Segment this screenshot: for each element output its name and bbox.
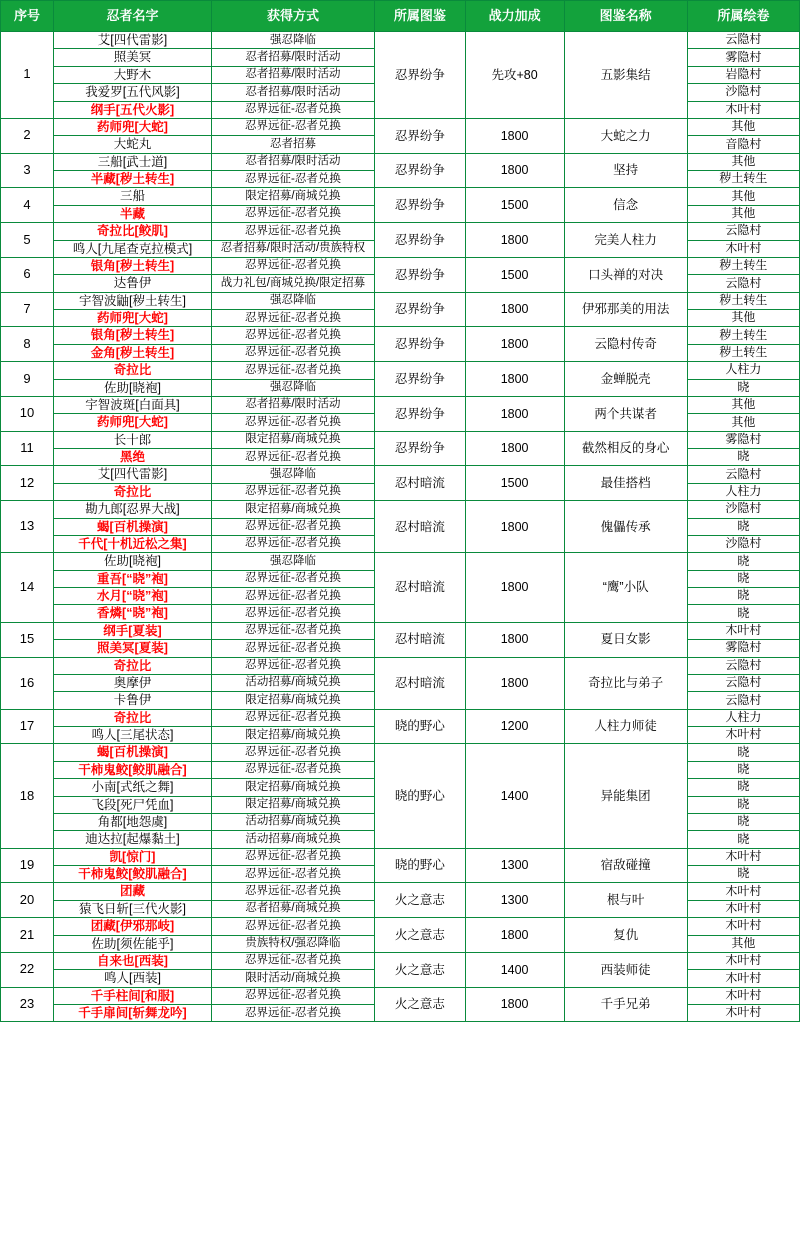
- table-row: [1, 362, 800, 379]
- ninja-name: 宇智波鼬[秽土转生]: [53, 292, 211, 309]
- scroll-name: 云隐村: [687, 223, 799, 240]
- row-index: 7: [1, 292, 54, 327]
- ninja-name: 团藏[伊邪那岐]: [53, 918, 211, 935]
- obtain-method: 忍界远征-忍者兑换: [211, 709, 374, 726]
- obtain-method: 强忍降临: [211, 466, 374, 483]
- header-power-bonus: 战力加成: [465, 1, 564, 32]
- ninja-name: 银角[秽土转生]: [53, 257, 211, 274]
- codex-category: 忍村暗流: [374, 501, 465, 553]
- obtain-method: 贵族特权/强忍降临: [211, 935, 374, 952]
- ninja-name: 照美冥: [53, 49, 211, 66]
- obtain-method: 忍界远征-忍者兑换: [211, 848, 374, 865]
- obtain-method: 忍界远征-忍者兑换: [211, 622, 374, 639]
- power-bonus: 1500: [465, 188, 564, 223]
- obtain-method: 活动招募/商城兑换: [211, 831, 374, 848]
- codex-category: 忍界纷争: [374, 188, 465, 223]
- obtain-method: 战力礼包/商城兑换/限定招募: [211, 275, 374, 292]
- header-index: 序号: [1, 1, 54, 32]
- header-scroll: 所属绘卷: [687, 1, 799, 32]
- power-bonus: 1800: [465, 223, 564, 258]
- codex-category: 晓的野心: [374, 744, 465, 848]
- header-row: [1, 1, 800, 32]
- codex-category: 晓的野心: [374, 848, 465, 883]
- ninja-name: 黑绝: [53, 449, 211, 466]
- codex-category: 火之意志: [374, 918, 465, 953]
- codex-name: 云隐村传奇: [564, 327, 687, 362]
- power-bonus: 1400: [465, 952, 564, 987]
- table-row: [1, 883, 800, 900]
- scroll-name: 人柱力: [687, 362, 799, 379]
- codex-name: “鹰”小队: [564, 553, 687, 623]
- scroll-name: 木叶村: [687, 848, 799, 865]
- scroll-name: 其他: [687, 153, 799, 170]
- codex-name: 两个共谋者: [564, 396, 687, 431]
- power-bonus: 1300: [465, 848, 564, 883]
- ninja-name: 奇拉比: [53, 483, 211, 500]
- codex-category: 忍界纷争: [374, 257, 465, 292]
- power-bonus: 1800: [465, 657, 564, 709]
- ninja-name: 奇拉比[鲛肌]: [53, 223, 211, 240]
- scroll-name: 其他: [687, 935, 799, 952]
- scroll-name: 沙隐村: [687, 535, 799, 552]
- scroll-name: 木叶村: [687, 900, 799, 917]
- ninja-name: 三船[武士道]: [53, 153, 211, 170]
- obtain-method: 忍者招募/限时活动: [211, 396, 374, 413]
- obtain-method: 忍者招募/限时活动: [211, 153, 374, 170]
- row-index: 13: [1, 501, 54, 553]
- scroll-name: 秽土转生: [687, 257, 799, 274]
- scroll-name: 木叶村: [687, 970, 799, 987]
- scroll-name: 雾隐村: [687, 640, 799, 657]
- obtain-method: 限定招募/商城兑换: [211, 796, 374, 813]
- table-row: [1, 118, 800, 135]
- ninja-name: 奇拉比: [53, 709, 211, 726]
- scroll-name: 云隐村: [687, 692, 799, 709]
- ninja-name: 宇智波斑[白面具]: [53, 396, 211, 413]
- scroll-name: 人柱力: [687, 483, 799, 500]
- obtain-method: 忍界远征-忍者兑换: [211, 223, 374, 240]
- table-row: [1, 327, 800, 344]
- table-row: [1, 153, 800, 170]
- row-index: 19: [1, 848, 54, 883]
- ninja-name: 半藏[秽土转生]: [53, 171, 211, 188]
- scroll-name: 其他: [687, 396, 799, 413]
- obtain-method: 忍界远征-忍者兑换: [211, 918, 374, 935]
- scroll-name: 木叶村: [687, 622, 799, 639]
- table-row: [1, 292, 800, 309]
- obtain-method: 活动招募/商城兑换: [211, 674, 374, 691]
- row-index: 22: [1, 952, 54, 987]
- power-bonus: 1800: [465, 431, 564, 466]
- power-bonus: 1400: [465, 744, 564, 848]
- table-row: [1, 466, 800, 483]
- scroll-name: 雾隐村: [687, 49, 799, 66]
- codex-category: 忍界纷争: [374, 153, 465, 188]
- obtain-method: 忍界远征-忍者兑换: [211, 257, 374, 274]
- ninja-name: 佐助[须佐能乎]: [53, 935, 211, 952]
- scroll-name: 木叶村: [687, 987, 799, 1004]
- obtain-method: 强忍降临: [211, 553, 374, 570]
- obtain-method: 忍界远征-忍者兑换: [211, 866, 374, 883]
- scroll-name: 其他: [687, 205, 799, 222]
- obtain-method: 忍界远征-忍者兑换: [211, 605, 374, 622]
- obtain-method: 忍界远征-忍者兑换: [211, 640, 374, 657]
- row-index: 17: [1, 709, 54, 744]
- obtain-method: 活动招募/商城兑换: [211, 813, 374, 830]
- table-row: [1, 848, 800, 865]
- obtain-method: 忍界远征-忍者兑换: [211, 414, 374, 431]
- ninja-name: 照美冥[夏装]: [53, 640, 211, 657]
- table-row: [1, 188, 800, 205]
- scroll-name: 秽土转生: [687, 327, 799, 344]
- ninja-name: 自来也[西装]: [53, 952, 211, 969]
- row-index: 18: [1, 744, 54, 848]
- codex-name: 信念: [564, 188, 687, 223]
- power-bonus: 1200: [465, 709, 564, 744]
- scroll-name: 晓: [687, 449, 799, 466]
- power-bonus: 1800: [465, 362, 564, 397]
- ninja-name: 干柿鬼鲛[鲛肌融合]: [53, 761, 211, 778]
- ninja-name: 鸣人[三尾状态]: [53, 727, 211, 744]
- obtain-method: 限定招募/商城兑换: [211, 779, 374, 796]
- power-bonus: 1800: [465, 292, 564, 327]
- obtain-method: 限定招募/商城兑换: [211, 727, 374, 744]
- scroll-name: 云隐村: [687, 466, 799, 483]
- ninja-name: 猿飞日斩[三代火影]: [53, 900, 211, 917]
- codex-category: 忍界纷争: [374, 118, 465, 153]
- scroll-name: 云隐村: [687, 657, 799, 674]
- table-row: [1, 553, 800, 570]
- scroll-name: 晓: [687, 379, 799, 396]
- power-bonus: 1300: [465, 883, 564, 918]
- obtain-method: 忍者招募: [211, 136, 374, 153]
- power-bonus: 1800: [465, 553, 564, 623]
- ninja-name: 纲手[五代火影]: [53, 101, 211, 118]
- ninja-name: 药师兜[大蛇]: [53, 310, 211, 327]
- codex-category: 忍界纷争: [374, 431, 465, 466]
- row-index: 6: [1, 257, 54, 292]
- codex-category: 火之意志: [374, 883, 465, 918]
- ninja-name: 飞段[死尸凭血]: [53, 796, 211, 813]
- scroll-name: 晓: [687, 605, 799, 622]
- codex-category: 忍界纷争: [374, 292, 465, 327]
- codex-name: 异能集团: [564, 744, 687, 848]
- ninja-name: 金角[秽土转生]: [53, 344, 211, 361]
- scroll-name: 木叶村: [687, 240, 799, 257]
- row-index: 12: [1, 466, 54, 501]
- table-row: [1, 744, 800, 761]
- codex-name: 人柱力师徒: [564, 709, 687, 744]
- obtain-method: 忍界远征-忍者兑换: [211, 101, 374, 118]
- codex-category: 忍界纷争: [374, 223, 465, 258]
- scroll-name: 云隐村: [687, 275, 799, 292]
- power-bonus: 1800: [465, 327, 564, 362]
- obtain-method: 忍者招募/限时活动: [211, 84, 374, 101]
- table-row: [1, 709, 800, 726]
- ninja-name: 鸣人[九尾查克拉模式]: [53, 240, 211, 257]
- ninja-name: 大野木: [53, 66, 211, 83]
- scroll-name: 晓: [687, 518, 799, 535]
- codex-name: 夏日女影: [564, 622, 687, 657]
- ninja-name: 奇拉比: [53, 362, 211, 379]
- obtain-method: 忍界远征-忍者兑换: [211, 310, 374, 327]
- row-index: 5: [1, 223, 54, 258]
- codex-name: 坚持: [564, 153, 687, 188]
- ninja-name: 水月[“晓”袍]: [53, 588, 211, 605]
- obtain-method: 忍者招募/商城兑换: [211, 900, 374, 917]
- scroll-name: 晓: [687, 588, 799, 605]
- row-index: 21: [1, 918, 54, 953]
- obtain-method: 忍界远征-忍者兑换: [211, 570, 374, 587]
- obtain-method: 忍界远征-忍者兑换: [211, 518, 374, 535]
- obtain-method: 强忍降临: [211, 32, 374, 49]
- row-index: 4: [1, 188, 54, 223]
- table-row: [1, 952, 800, 969]
- power-bonus: 1800: [465, 501, 564, 553]
- row-index: 11: [1, 431, 54, 466]
- codex-name: 宿敌碰撞: [564, 848, 687, 883]
- scroll-name: 木叶村: [687, 1005, 799, 1022]
- ninja-name: 鸣人[西装]: [53, 970, 211, 987]
- power-bonus: 1800: [465, 153, 564, 188]
- codex-category: 火之意志: [374, 952, 465, 987]
- power-bonus: 1800: [465, 118, 564, 153]
- ninja-name: 干柿鬼鲛[鲛肌融合]: [53, 866, 211, 883]
- codex-category: 忍村暗流: [374, 657, 465, 709]
- codex-category: 忍界纷争: [374, 396, 465, 431]
- ninja-name: 三船: [53, 188, 211, 205]
- scroll-name: 晓: [687, 779, 799, 796]
- ninja-name: 蝎[百机操演]: [53, 744, 211, 761]
- obtain-method: 忍界远征-忍者兑换: [211, 588, 374, 605]
- scroll-name: 其他: [687, 310, 799, 327]
- row-index: 8: [1, 327, 54, 362]
- row-index: 15: [1, 622, 54, 657]
- ninja-name: 卡鲁伊: [53, 692, 211, 709]
- table-body: [1, 32, 800, 1022]
- codex-category: 忍村暗流: [374, 466, 465, 501]
- row-index: 10: [1, 396, 54, 431]
- ninja-name: 大蛇丸: [53, 136, 211, 153]
- obtain-method: 忍界远征-忍者兑换: [211, 483, 374, 500]
- obtain-method: 限定招募/商城兑换: [211, 501, 374, 518]
- codex-name: 根与叶: [564, 883, 687, 918]
- scroll-name: 云隐村: [687, 32, 799, 49]
- obtain-method: 强忍降临: [211, 292, 374, 309]
- codex-name: 千手兄弟: [564, 987, 687, 1022]
- power-bonus: 先攻+80: [465, 32, 564, 119]
- codex-name: 口头禅的对决: [564, 257, 687, 292]
- obtain-method: 限时活动/商城兑换: [211, 970, 374, 987]
- codex-name: 大蛇之力: [564, 118, 687, 153]
- codex-category: 忍村暗流: [374, 553, 465, 623]
- table-row: [1, 657, 800, 674]
- codex-name: 完美人柱力: [564, 223, 687, 258]
- header-ninja-name: 忍者名字: [53, 1, 211, 32]
- ninja-name: 勘九郎[忍界大战]: [53, 501, 211, 518]
- power-bonus: 1800: [465, 987, 564, 1022]
- ninja-name: 千手扉间[斩舞龙吟]: [53, 1005, 211, 1022]
- row-index: 16: [1, 657, 54, 709]
- row-index: 9: [1, 362, 54, 397]
- ninja-name: 千代[十机近松之集]: [53, 535, 211, 552]
- codex-name: 五影集结: [564, 32, 687, 119]
- ninja-name: 长十郎: [53, 431, 211, 448]
- scroll-name: 沙隐村: [687, 501, 799, 518]
- scroll-name: 其他: [687, 414, 799, 431]
- ninja-name: 角都[地怨虞]: [53, 813, 211, 830]
- obtain-method: 忍界远征-忍者兑换: [211, 362, 374, 379]
- codex-name: 傀儡传承: [564, 501, 687, 553]
- obtain-method: 强忍降临: [211, 379, 374, 396]
- row-index: 1: [1, 32, 54, 119]
- power-bonus: 1500: [465, 466, 564, 501]
- obtain-method: 忍界远征-忍者兑换: [211, 657, 374, 674]
- power-bonus: 1500: [465, 257, 564, 292]
- scroll-name: 秽土转生: [687, 292, 799, 309]
- obtain-method: 忍界远征-忍者兑换: [211, 761, 374, 778]
- power-bonus: 1800: [465, 396, 564, 431]
- scroll-name: 木叶村: [687, 883, 799, 900]
- scroll-name: 其他: [687, 188, 799, 205]
- scroll-name: 晓: [687, 866, 799, 883]
- power-bonus: 1800: [465, 918, 564, 953]
- scroll-name: 晓: [687, 831, 799, 848]
- table-row: [1, 501, 800, 518]
- obtain-method: 忍界远征-忍者兑换: [211, 1005, 374, 1022]
- ninja-name: 小南[式纸之舞]: [53, 779, 211, 796]
- codex-category: 晓的野心: [374, 709, 465, 744]
- scroll-name: 晓: [687, 570, 799, 587]
- power-bonus: 1800: [465, 622, 564, 657]
- scroll-name: 秽土转生: [687, 344, 799, 361]
- table-row: [1, 223, 800, 240]
- obtain-method: 忍界远征-忍者兑换: [211, 987, 374, 1004]
- obtain-method: 忍界远征-忍者兑换: [211, 883, 374, 900]
- ninja-name: 药师兜[大蛇]: [53, 118, 211, 135]
- scroll-name: 其他: [687, 118, 799, 135]
- scroll-name: 木叶村: [687, 952, 799, 969]
- scroll-name: 沙隐村: [687, 84, 799, 101]
- obtain-method: 忍者招募/限时活动: [211, 49, 374, 66]
- ninja-name: 我爱罗[五代风影]: [53, 84, 211, 101]
- codex-category: 忍界纷争: [374, 327, 465, 362]
- ninja-name: 艾[四代雷影]: [53, 466, 211, 483]
- ninja-name: 迪达拉[起爆黏土]: [53, 831, 211, 848]
- row-index: 23: [1, 987, 54, 1022]
- obtain-method: 忍界远征-忍者兑换: [211, 449, 374, 466]
- ninja-name: 千手柱间[和服]: [53, 987, 211, 1004]
- scroll-name: 木叶村: [687, 727, 799, 744]
- obtain-method: 忍界远征-忍者兑换: [211, 171, 374, 188]
- ninja-name: 佐助[晓袍]: [53, 553, 211, 570]
- codex-name: 最佳搭档: [564, 466, 687, 501]
- ninja-name: 奥摩伊: [53, 674, 211, 691]
- obtain-method: 忍界远征-忍者兑换: [211, 535, 374, 552]
- obtain-method: 忍者招募/限时活动: [211, 66, 374, 83]
- row-index: 3: [1, 153, 54, 188]
- obtain-method: 忍者招募/限时活动/贵族特权: [211, 240, 374, 257]
- header-obtain-method: 获得方式: [211, 1, 374, 32]
- scroll-name: 晓: [687, 796, 799, 813]
- obtain-method: 忍界远征-忍者兑换: [211, 344, 374, 361]
- obtain-method: 限定招募/商城兑换: [211, 692, 374, 709]
- obtain-method: 限定招募/商城兑换: [211, 431, 374, 448]
- codex-category: 火之意志: [374, 987, 465, 1022]
- scroll-name: 晓: [687, 761, 799, 778]
- table-row: [1, 431, 800, 448]
- scroll-name: 秽土转生: [687, 171, 799, 188]
- table-row: [1, 918, 800, 935]
- codex-name: 西装师徒: [564, 952, 687, 987]
- codex-name: 奇拉比与弟子: [564, 657, 687, 709]
- obtain-method: 忍界远征-忍者兑换: [211, 952, 374, 969]
- ninja-name: 达鲁伊: [53, 275, 211, 292]
- row-index: 20: [1, 883, 54, 918]
- header-codex-name: 图鉴名称: [564, 1, 687, 32]
- header-codex-category: 所属图鉴: [374, 1, 465, 32]
- scroll-name: 云隐村: [687, 674, 799, 691]
- ninja-name: 凯[惊门]: [53, 848, 211, 865]
- ninja-name: 团藏: [53, 883, 211, 900]
- ninja-name: 银角[秽土转生]: [53, 327, 211, 344]
- scroll-name: 晓: [687, 813, 799, 830]
- table-row: [1, 987, 800, 1004]
- scroll-name: 音隐村: [687, 136, 799, 153]
- obtain-method: 限定招募/商城兑换: [211, 188, 374, 205]
- ninja-name: 佐助[晓袍]: [53, 379, 211, 396]
- table-row: [1, 622, 800, 639]
- row-index: 14: [1, 553, 54, 623]
- ninja-name: 半藏: [53, 205, 211, 222]
- ninja-name: 香燐[“晓”袍]: [53, 605, 211, 622]
- codex-name: 复仇: [564, 918, 687, 953]
- table-header: [1, 1, 800, 32]
- ninja-name: 蝎[百机操演]: [53, 518, 211, 535]
- obtain-method: 忍界远征-忍者兑换: [211, 327, 374, 344]
- row-index: 2: [1, 118, 54, 153]
- table-row: [1, 396, 800, 413]
- scroll-name: 晓: [687, 553, 799, 570]
- ninja-name: 纲手[夏装]: [53, 622, 211, 639]
- obtain-method: 忍界远征-忍者兑换: [211, 205, 374, 222]
- codex-name: 截然相反的身心: [564, 431, 687, 466]
- ninja-name: 奇拉比: [53, 657, 211, 674]
- scroll-name: 木叶村: [687, 918, 799, 935]
- codex-category: 忍村暗流: [374, 622, 465, 657]
- codex-category: 忍界纷争: [374, 32, 465, 119]
- table-row: [1, 32, 800, 49]
- scroll-name: 岩隐村: [687, 66, 799, 83]
- scroll-name: 晓: [687, 744, 799, 761]
- ninja-name: 艾[四代雷影]: [53, 32, 211, 49]
- scroll-name: 雾隐村: [687, 431, 799, 448]
- codex-name: 伊邪那美的用法: [564, 292, 687, 327]
- ninja-name: 药师兜[大蛇]: [53, 414, 211, 431]
- codex-name: 金蝉脱壳: [564, 362, 687, 397]
- scroll-name: 人柱力: [687, 709, 799, 726]
- table-row: [1, 257, 800, 274]
- obtain-method: 忍界远征-忍者兑换: [211, 118, 374, 135]
- ninja-name: 重吾[“晓”袍]: [53, 570, 211, 587]
- codex-category: 忍界纷争: [374, 362, 465, 397]
- obtain-method: 忍界远征-忍者兑换: [211, 744, 374, 761]
- scroll-name: 木叶村: [687, 101, 799, 118]
